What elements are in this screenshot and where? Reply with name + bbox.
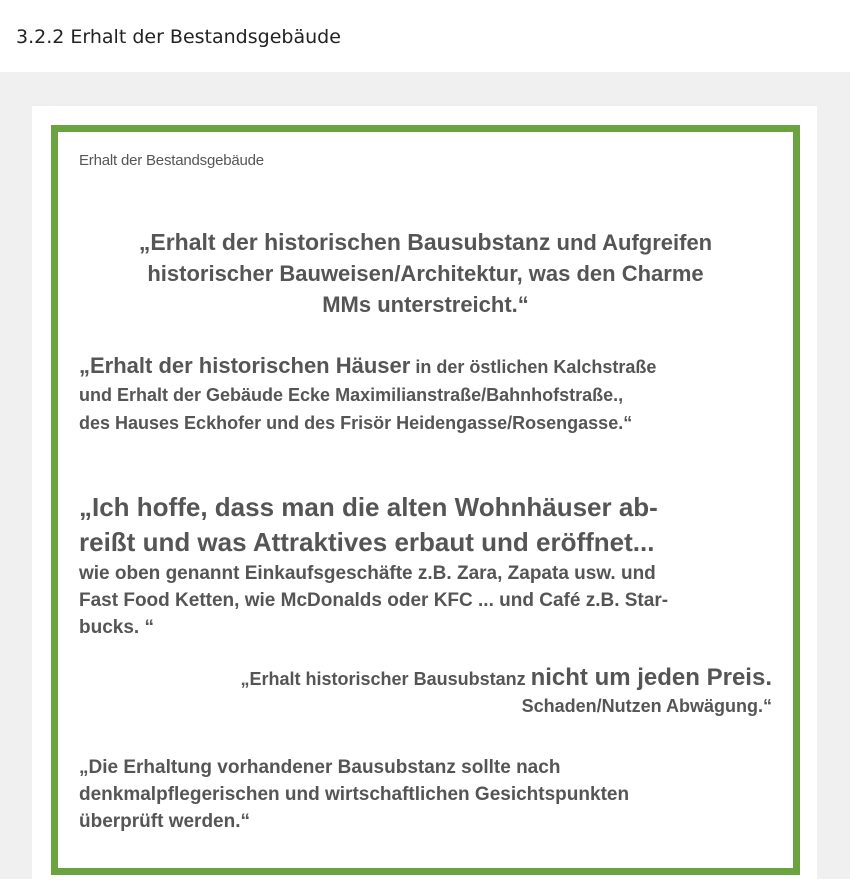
quote-line — [79, 227, 772, 258]
quote-2 — [79, 352, 772, 437]
quote-emphasis: nicht um jeden Preis. — [530, 664, 772, 691]
figure-card — [32, 106, 817, 896]
quote-line — [79, 352, 772, 381]
quote-line — [79, 664, 772, 693]
page-title: 3.2.2 Erhalt der Bestandsgebäude — [16, 26, 341, 48]
figure-title: Erhalt der Bestandsgebäude — [79, 152, 264, 169]
quote-line: überprüft werden.“ — [79, 811, 251, 832]
quote-4 — [79, 664, 772, 720]
quote-line: Fast Food Ketten, wie McDonalds oder KFC ... und Café z.B. Star- — [79, 590, 669, 611]
quote-line: „Die Erhaltung vorhandener Bausubstanz sollte nach — [79, 757, 561, 778]
quote-line: bucks. “ — [79, 617, 154, 638]
quote-5 — [79, 754, 772, 835]
quote-line: denkmalpflegerischen und wirtschaftlichen Gesichtspunkten — [79, 784, 630, 805]
quote-line: wie oben genannt Einkaufsgeschäfte z.B. Zara, Zapata usw. und — [79, 563, 656, 584]
page-header — [0, 0, 850, 72]
quote-line: MMs unterstreicht.“ — [322, 292, 529, 317]
quote-line: des Hauses Eckhofer und des Frisör Heidengasse/Rosengasse.“ — [79, 413, 633, 433]
quote-emphasis: „Erhalt der historischen Bausubstanz — [138, 229, 551, 255]
quote-line: und Erhalt der Gebäude Ecke Maximilianstraße/Bahnhofstraße., — [79, 385, 624, 405]
content-area — [0, 72, 850, 879]
figure-content — [79, 132, 772, 868]
figure-frame — [51, 125, 800, 875]
quote-1 — [79, 227, 772, 320]
quote-3 — [79, 490, 772, 641]
quote-text: „Erhalt historischer Bausubstanz — [240, 669, 531, 689]
quote-line: historischer Bauweisen/Architektur, was den Charme — [147, 261, 704, 286]
quote-line: reißt und was Attraktives erbaut und eröffnet... — [79, 527, 655, 557]
quote-emphasis: „Erhalt der historischen Häuser — [79, 353, 411, 378]
quote-line: Schaden/Nutzen Abwägung.“ — [521, 696, 772, 716]
quote-text: und Aufgreifen — [550, 230, 713, 255]
quote-text: in der östlichen Kalchstraße — [410, 357, 657, 377]
quote-line: „Ich hoffe, dass man die alten Wohnhäuser ab- — [79, 492, 658, 522]
